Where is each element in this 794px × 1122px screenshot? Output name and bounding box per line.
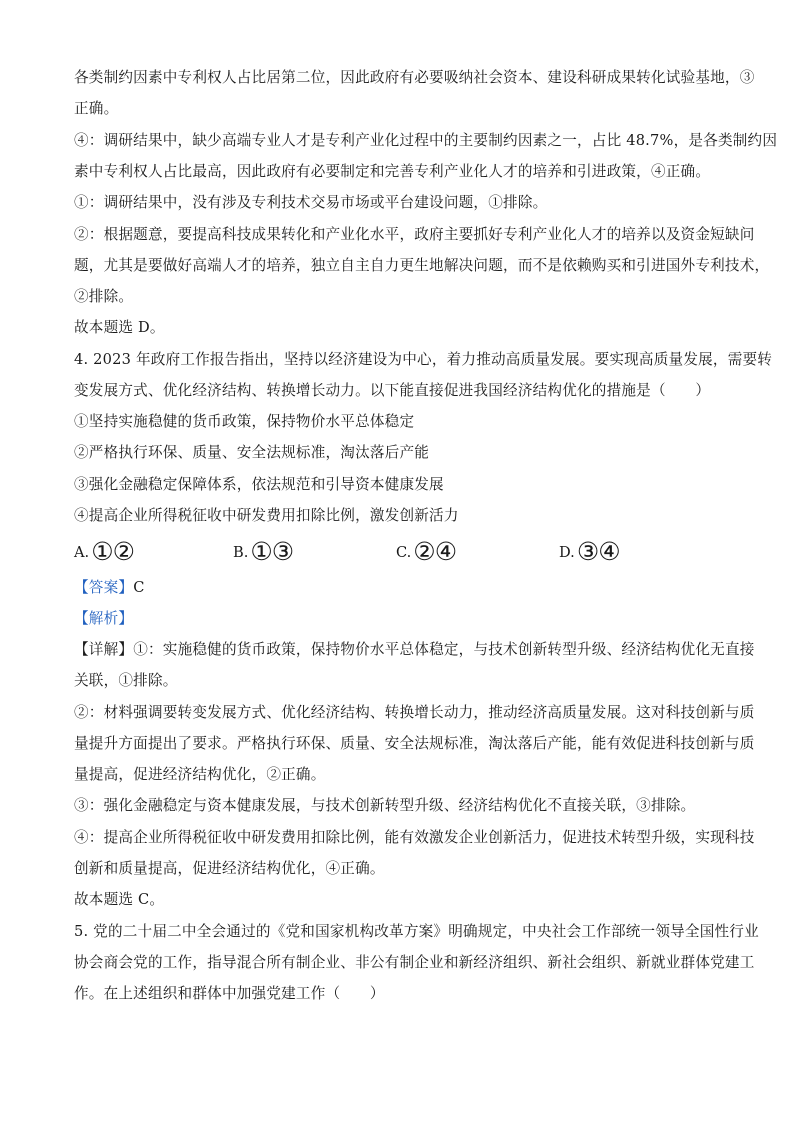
analysis-line xyxy=(74,609,734,629)
option-value: ①② xyxy=(91,537,135,566)
detail-text: ①：实施稳健的货币政策，保持物价水平总体稳定，与技术创新转型升级、经济结构优化无直接 xyxy=(133,641,755,658)
option-letter: A. xyxy=(74,543,90,561)
option-d xyxy=(559,537,620,567)
question-5-stem: 作。在上述组织和群体中加强党建工作（ ） xyxy=(74,985,385,1002)
detail-line: 创新和质量提高，促进经济结构优化，④正确。 xyxy=(74,860,385,877)
answer-options xyxy=(74,537,734,567)
text-line: ④：调研结果中，缺少高端专业人才是专利产业化过程中的主要制约因素之一，占比 48.7%，是各类制约因 xyxy=(74,132,778,149)
answer-value: C xyxy=(133,579,145,596)
detail-tag: 【详解】 xyxy=(74,641,134,658)
analysis-tag: 【解析】 xyxy=(74,610,134,627)
option-value: ③④ xyxy=(576,537,620,566)
option-letter: D. xyxy=(559,543,575,561)
option-letter: C. xyxy=(396,543,412,561)
detail-line: 量提升方面提出了要求。严格执行环保、质量、安全法规标准，淘汰落后产能，能有效促进科技创新与质 xyxy=(74,735,755,752)
detail-line: 量提高，促进经济结构优化，②正确。 xyxy=(74,766,326,783)
question-4-item-1: ①坚持实施稳健的货币政策，保持物价水平总体稳定 xyxy=(74,413,415,430)
detail-line: 关联，①排除。 xyxy=(74,672,178,689)
text-line: 素中专利权人占比最高，因此政府有必要制定和完善专利产业化人才的培养和引进政策，④正确。 xyxy=(74,163,711,180)
text-line: 正确。 xyxy=(74,100,119,117)
question-4-stem: 4. 2023 年政府工作报告指出，坚持以经济建设为中心，着力推动高质量发展。要实现高质量发展，需要转 xyxy=(74,351,773,368)
text-line: 各类制约因素中专利权人占比居第二位，因此政府有必要吸纳社会资本、建设科研成果转化试验基地，③ xyxy=(74,69,755,86)
question-4-item-4: ④提高企业所得税征收中研发费用扣除比例，激发创新活力 xyxy=(74,507,459,524)
text-line: 题，尤其是要做好高端人才的培养，独立自主自力更生地解决问题，而不是依赖购买和引进国外专利技术， xyxy=(74,257,770,274)
text-line: ②排除。 xyxy=(74,288,134,305)
answer-line xyxy=(74,578,734,598)
answer-tag: 【答案】 xyxy=(74,579,134,596)
question-4-stem: 变发展方式、优化经济结构、转换增长动力。以下能直接促进我国经济结构优化的措施是（ ） xyxy=(74,382,711,399)
detail-line: ③：强化金融稳定与资本健康发展，与技术创新转型升级、经济结构优化不直接关联，③排除。 xyxy=(74,797,696,814)
question-5-stem: 协会商会党的工作，指导混合所有制企业、非公有制企业和新经济组织、新社会组织、新就业群体党建工 xyxy=(74,954,755,971)
option-a xyxy=(74,537,134,567)
option-c xyxy=(396,537,456,567)
text-line: ①：调研结果中，没有涉及专利技术交易市场或平台建设问题，①排除。 xyxy=(74,194,548,211)
option-b xyxy=(233,537,293,567)
question-4-item-3: ③强化金融稳定保障体系，依法规范和引导资本健康发展 xyxy=(74,476,444,493)
detail-line: ④：提高企业所得税征收中研发费用扣除比例，能有效激发企业创新活力，促进技术转型升级，实现科技 xyxy=(74,829,755,846)
text-line: 故本题选 D。 xyxy=(74,319,165,336)
detail-line: ②：材料强调要转变发展方式、优化经济结构、转换增长动力，推动经济高质量发展。这对科技创新与质 xyxy=(74,704,755,721)
option-value: ②④ xyxy=(413,537,457,566)
option-value: ①③ xyxy=(250,537,294,566)
question-4-item-2: ②严格执行环保、质量、安全法规标准，淘汰落后产能 xyxy=(74,444,430,461)
text-line: ②：根据题意，要提高科技成果转化和产业化水平，政府主要抓好专利产业化人才的培养以及资金短缺问 xyxy=(74,226,755,243)
detail-conclusion: 故本题选 C。 xyxy=(74,891,165,908)
question-5-stem: 5. 党的二十届二中全会通过的《党和国家机构改革方案》明确规定，中央社会工作部统一领导全国性行业 xyxy=(74,923,759,940)
option-letter: B. xyxy=(233,543,249,561)
detail-first-line xyxy=(74,640,755,660)
